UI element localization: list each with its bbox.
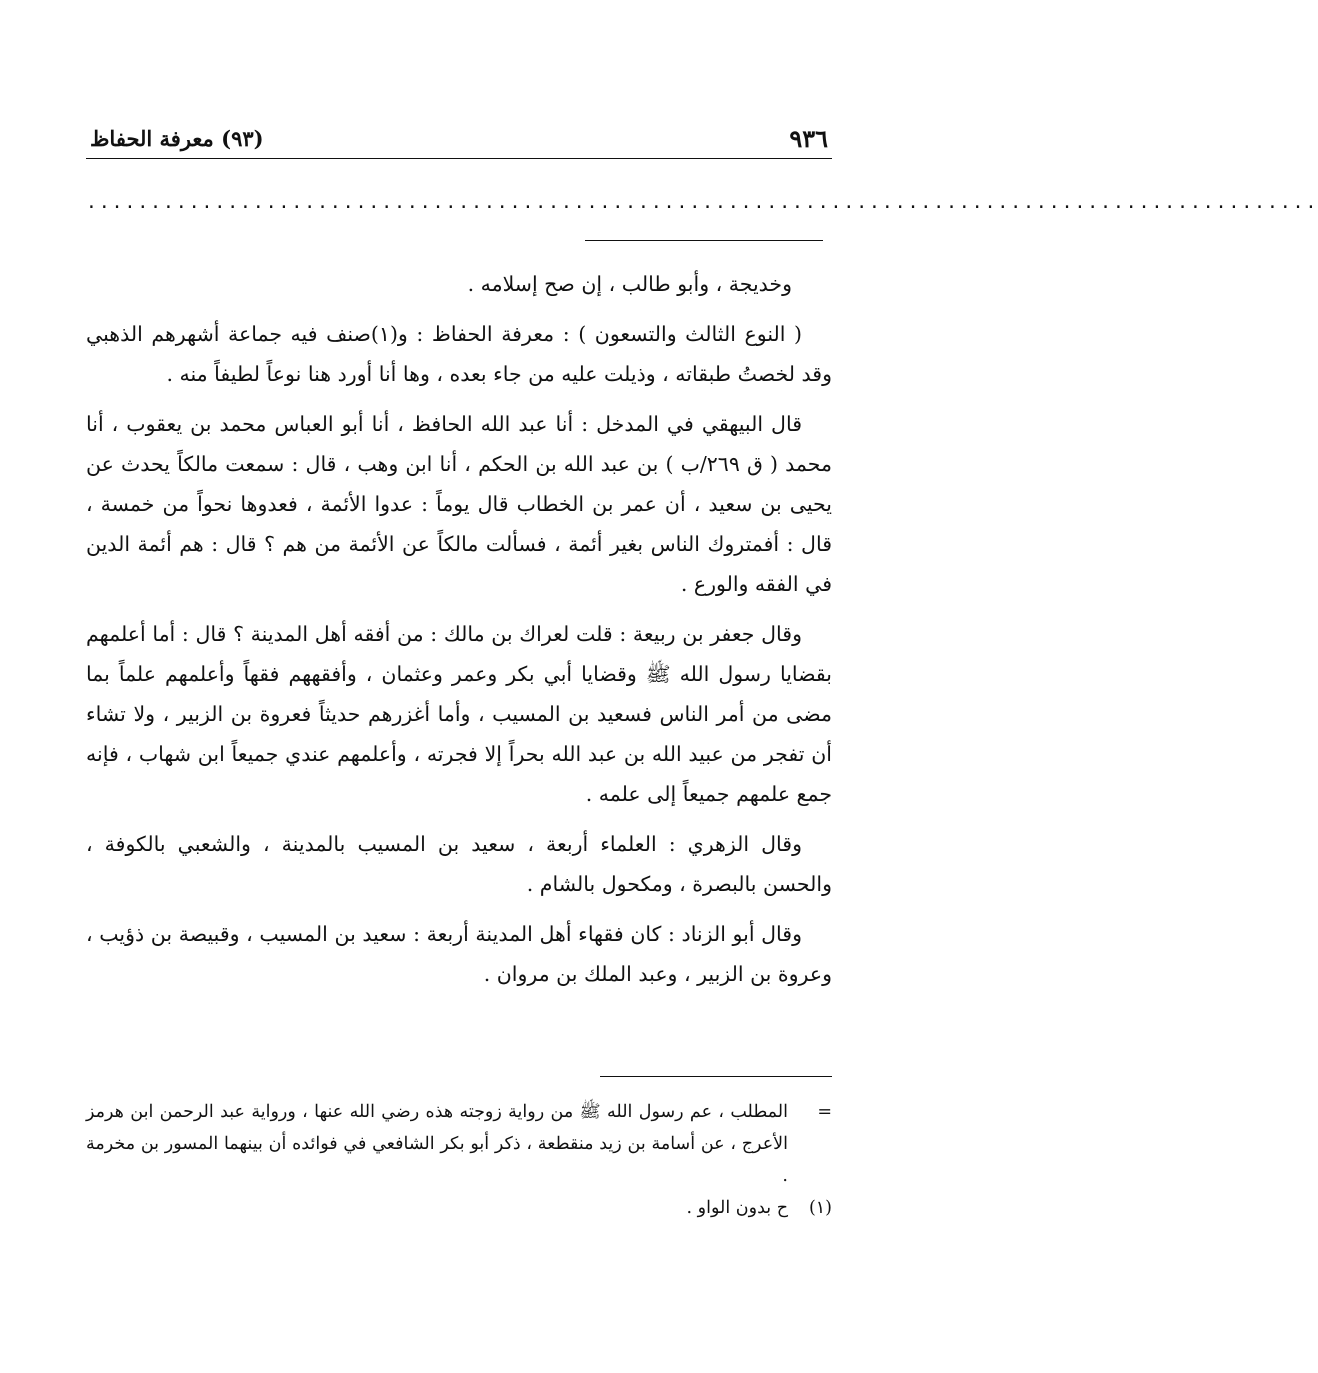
running-title: (٩٣) معرفة الحفاظ xyxy=(90,126,264,151)
paragraph-abu-zinad: وقال أبو الزناد : كان فقهاء أهل المدينة أربعة : سعيد بن المسيب ، وقبيصة بن ذؤيب ، وعروة بن الزبير ، وعبد الملك بن مروان . xyxy=(86,922,832,986)
paragraph-continuation: وخديجة ، وأبو طالب ، إن صح إسلامه . xyxy=(467,272,792,296)
page-number: ٩٣٦ xyxy=(789,124,828,153)
footnote-text: ح بدون الواو . xyxy=(686,1198,788,1218)
paragraph-jafar: وقال جعفر بن ربيعة : قلت لعراك بن مالك : من أفقه أهل المدينة ؟ قال : أما أعلمهم بقضايا رسول الله ﷺ وقضايا أبي بكر وعمر وعثمان ، وأفقههم فقهاً وأعلمهم علماً بما مضى من أمر الناس فسعيد بن المسيب ، وأما أغزرهم حديثاً فعروة بن الزبير ، ولا تشاء أن تفجر من عبيد الله بن عبد الله بحراً إلا فجرته ، وأعلمهم عندي جميعاً ابن شهاب ، فإنه جمع علمهم جميعاً إلى علمه . xyxy=(86,622,832,806)
dotted-separator: ................................................................................................ xyxy=(86,192,1318,213)
footnote-marker: (١) xyxy=(808,1198,832,1218)
paragraph-zuhri: وقال الزهري : العلماء أربعة ، سعيد بن المسيب بالمدينة ، والشعبي بالكوفة ، والحسن بالبصرة ، ومكحول بالشام . xyxy=(86,832,832,896)
footnote-1 xyxy=(86,1192,832,1224)
footnotes xyxy=(86,1096,832,1224)
page-header xyxy=(86,122,832,159)
footnote-continued xyxy=(86,1096,832,1192)
footnote-text: المطلب ، عم رسول الله ﷺ من رواية زوجته هذه رضي الله عنها ، ورواية عبد الرحمن ابن هرمز الأعرج ، عن أسامة بن زيد منقطعة ، ذكر أبو بكر الشافعي في فوائده أن بينهما المسور بن مخرمة . xyxy=(86,1102,788,1186)
footnote-rule xyxy=(600,1076,832,1077)
main-text xyxy=(86,264,832,1004)
paragraph-bayhaqi: قال البيهقي في المدخل : أنا عبد الله الحافظ ، أنا أبو العباس محمد بن يعقوب ، أنا محمد ( ق ٢٦٩/ب ) بن عبد الله بن الحكم ، أنا ابن وهب ، قال : سمعت مالكاً يحدث عن يحيى بن سعيد ، أن عمر بن الخطاب قال يوماً : عدوا الأئمة ، فعدوها نحواً من خمسة ، قال : أفمتروك الناس بغير أئمة ، فسألت مالكاً عن الأئمة من هم ؟ قال : هم أئمة الدين في الفقه والورع . xyxy=(86,412,833,596)
footnote-marker: = xyxy=(817,1102,832,1122)
section-rule xyxy=(585,240,823,241)
paragraph-section-heading: ( النوع الثالث والتسعون ) : معرفة الحفاظ : و(١)صنف فيه جماعة أشهرهم الذهبي وقد لخصتُ طبقاته ، وذيلت عليه من جاء بعده ، وها أنا أورد هنا نوعاً لطيفاً منه . xyxy=(86,322,832,386)
